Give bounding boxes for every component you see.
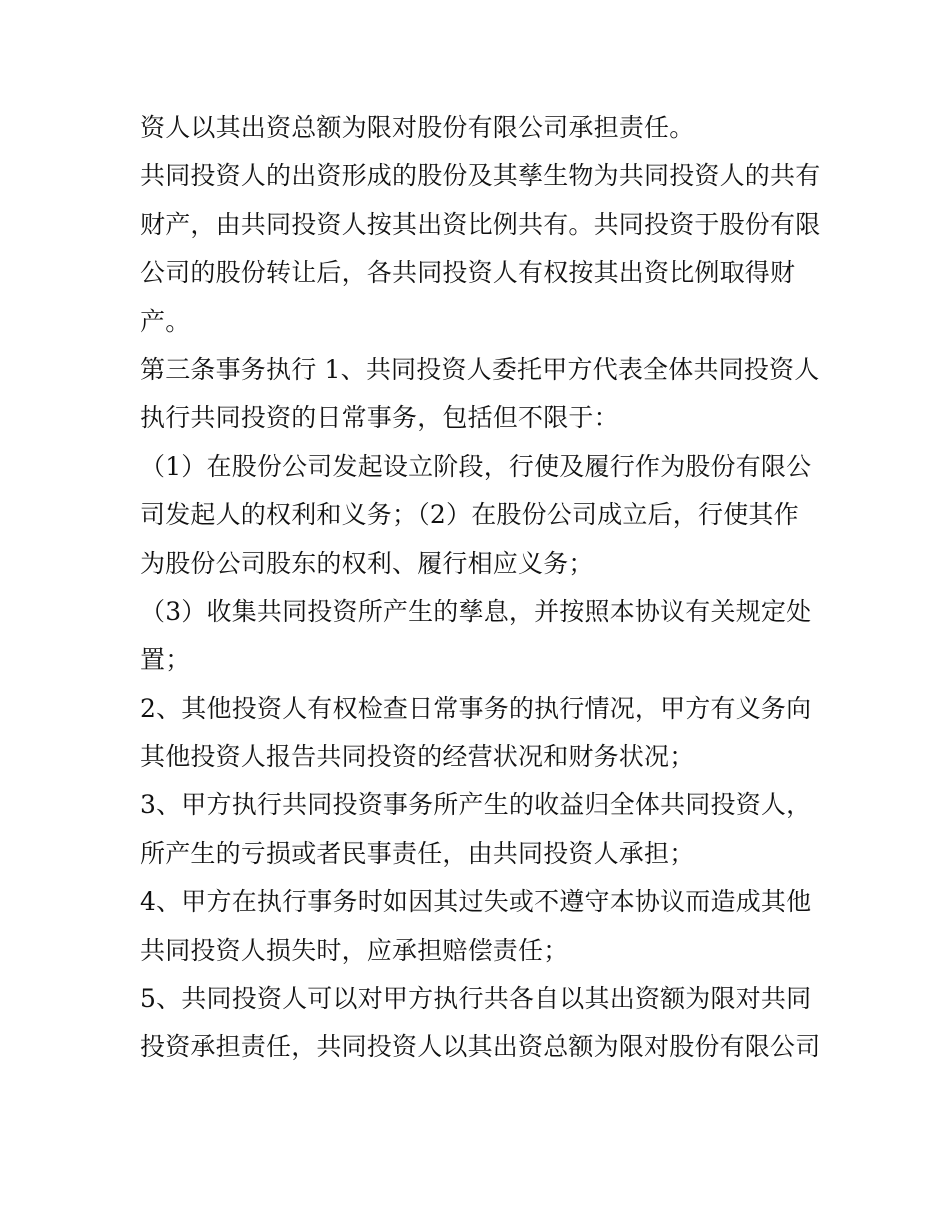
text-line: 置； <box>140 645 191 675</box>
document-body <box>140 104 820 1072</box>
text-line: 公司的股份转让后，各共同投资人有权按其出资比例取得财 <box>140 258 796 288</box>
text-line: （1）在股份公司发起设立阶段，行使及履行作为股份有限公 <box>140 451 812 481</box>
text-line: 3、甲方执行共同投资事务所产生的收益归全体共同投资人， <box>140 790 812 820</box>
text-line: （3）收集共同投资所产生的孳息，并按照本协议有关规定处 <box>140 596 812 626</box>
text-line: 财产，由共同投资人按其出资比例共有。共同投资于股份有限 <box>140 209 821 239</box>
text-line: 司发起人的权利和义务；（2）在股份公司成立后，行使其作 <box>140 500 799 530</box>
text-line: 2、其他投资人有权检查日常事务的执行情况，甲方有义务向 <box>140 693 812 723</box>
text-line: 所产生的亏损或者民事责任，由共同投资人承担； <box>140 838 695 868</box>
text-line: 共同投资人的出资形成的股份及其孳生物为共同投资人的共有 <box>140 161 821 191</box>
text-line: 资人以其出资总额为限对股份有限公司承担责任。 <box>140 113 695 142</box>
text-line: 产。 <box>140 306 191 336</box>
text-line: 投资承担责任，共同投资人以其出资总额为限对股份有限公司 <box>140 1032 821 1062</box>
text-line: 执行共同投资的日常事务，包括但不限于： <box>140 403 619 433</box>
text-line: 第三条事务执行 1、共同投资人委托甲方代表全体共同投资人 <box>140 354 820 384</box>
text-line: 为股份公司股东的权利、履行相应义务； <box>140 548 594 578</box>
text-line: 4、甲方在执行事务时如因其过失或不遵守本协议而造成其他 <box>140 887 812 917</box>
text-line: 5、共同投资人可以对甲方执行共各自以其出资额为限对共同 <box>140 984 812 1014</box>
text-line: 其他投资人报告共同投资的经营状况和财务状况； <box>140 742 695 772</box>
text-line: 共同投资人损失时，应承担赔偿责任； <box>140 935 569 965</box>
